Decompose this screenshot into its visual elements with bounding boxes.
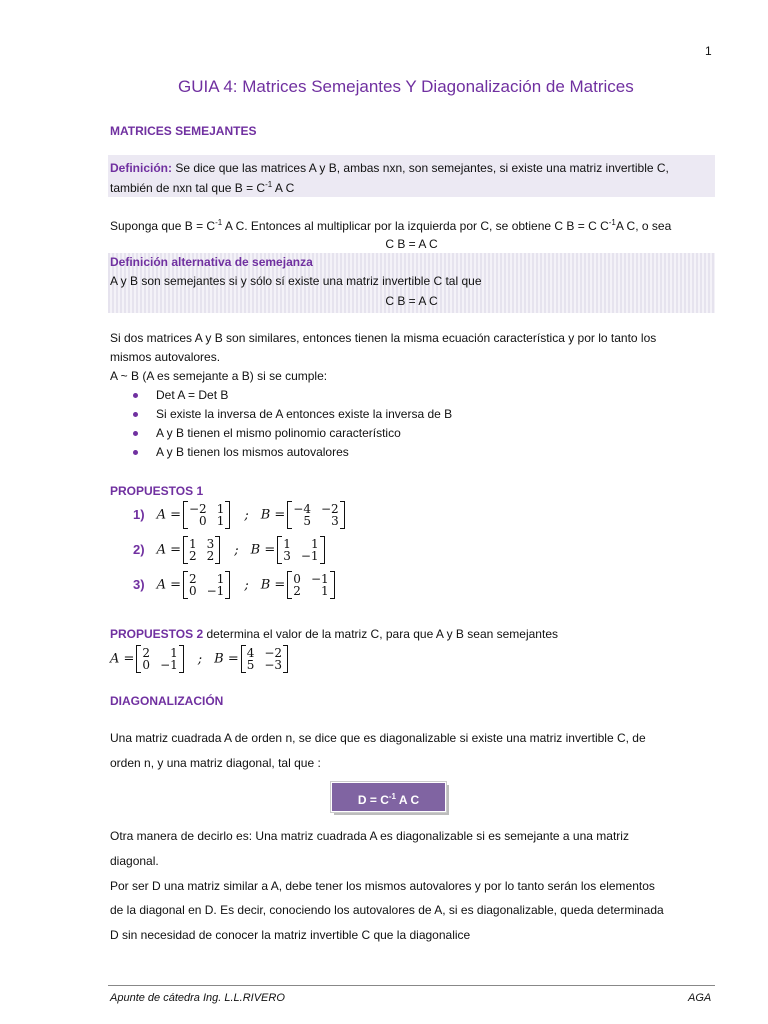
definition-label: Definición:	[110, 161, 172, 175]
superscript: -1	[215, 218, 223, 227]
page-title: GUIA 4: Matrices Semejantes Y Diagonalización de Matrices	[178, 77, 634, 96]
matrix-cell: 3	[283, 549, 291, 563]
superscript: -1	[265, 180, 273, 189]
bracket-right	[215, 536, 220, 564]
bracket-right	[225, 501, 230, 529]
matrix-cell: 1	[216, 572, 225, 586]
equation-label: B =	[214, 651, 239, 667]
matrix-cells	[292, 573, 329, 597]
bullet-icon	[133, 431, 138, 436]
formula-box	[331, 782, 446, 812]
similar-line1: Si dos matrices A y B son similares, entonces tienen la misma ecuación característica y por lo tanto los	[110, 331, 657, 345]
matrix	[183, 501, 230, 529]
text: A C. Entonces al multiplicar por la izquierda por C, se obtiene C B = C C	[222, 219, 609, 233]
equation-label: B =	[260, 577, 286, 593]
list-item: Det A = Det B	[156, 388, 229, 402]
definition-text: Se dice que las matrices A y B, ambas nxn, son semejantes, si existe una matriz invertible C,	[172, 161, 669, 175]
propuestos2-heading: PROPUESTOS 2	[110, 627, 204, 641]
matrix-cell: −2	[264, 646, 283, 660]
matrix-cell: 0	[142, 658, 151, 672]
separator: ;	[197, 651, 203, 667]
bracket-right	[179, 645, 184, 673]
exercise-item	[133, 571, 337, 599]
text: A C, o sea	[615, 219, 672, 233]
equation-cb-ac-2: C B = A C	[385, 294, 438, 308]
bullet-icon	[133, 393, 138, 398]
text: Suponga que B = C	[110, 219, 216, 233]
matrix-cell: −1	[300, 549, 319, 563]
equation-label: A =	[156, 542, 181, 558]
propuestos2-text: determina el valor de la matriz C, para que A y B sean semejantes	[203, 627, 558, 641]
separator: ;	[244, 577, 249, 593]
equation-cb-ac: C B = A C	[385, 237, 438, 251]
matrix-cell: 2	[188, 572, 197, 586]
matrix-cell: 2	[142, 646, 151, 660]
exercise-item	[133, 501, 347, 529]
propuestos2-line	[110, 627, 558, 641]
matrix-cell: 1	[188, 537, 197, 551]
footer-left: Apunte de cátedra Ing. L.L.RIVERO	[110, 992, 285, 1004]
matrix-cells	[188, 503, 225, 527]
alternative-definition-label: Definición alternativa de semejanza	[110, 255, 313, 269]
matrix	[241, 645, 288, 673]
definition-line2	[110, 180, 294, 195]
text: A C	[272, 181, 295, 195]
matrix-cell: −1	[160, 658, 178, 672]
matrix	[183, 571, 230, 599]
matrix-cells	[292, 503, 339, 527]
list-item: Si existe la inversa de A entonces existe la inversa de B	[156, 407, 453, 421]
item-number: 3)	[133, 576, 145, 592]
matrix-cell: 1	[321, 584, 329, 598]
matrix-cell: 0	[199, 514, 207, 528]
matrix-cell: 5	[303, 514, 311, 528]
similar-line2: mismos autovalores.	[110, 350, 221, 364]
matrix-cell: −2	[188, 502, 207, 516]
matrix-cells	[188, 573, 225, 597]
separator: ;	[234, 542, 239, 558]
matrix-cell: −2	[321, 502, 339, 516]
diag-paragraph2-line2: diagonal.	[110, 854, 159, 868]
diag-paragraph2-line1: Otra manera de decirlo es: Una matriz cuadrada A es diagonalizable si es semejante a una matriz	[110, 829, 629, 843]
matrix	[277, 536, 324, 564]
equation-label: B =	[250, 542, 276, 558]
text: también de nxn tal que B = C	[110, 181, 266, 195]
matrix-cell: 3	[331, 514, 339, 528]
matrix-cell: 1	[216, 514, 225, 528]
list-item: A y B tienen los mismos autovalores	[156, 445, 349, 459]
separator: ;	[244, 507, 249, 523]
equation-label: A =	[110, 651, 135, 667]
bracket-right	[225, 571, 230, 599]
diag-paragraph3-line1: Por ser D una matriz similar a A, debe tener los mismos autovalores y por lo tanto serán los elementos	[110, 879, 655, 893]
list-item: A y B tienen el mismo polinomio característico	[156, 426, 401, 440]
matrix-cell: −1	[206, 584, 225, 598]
superscript: -1	[388, 792, 397, 801]
suponga-paragraph	[110, 218, 671, 233]
footer-right: AGA	[688, 992, 712, 1004]
matrix-cell: 1	[216, 502, 225, 516]
text: D = C	[357, 793, 389, 807]
matrix-cell: 0	[188, 584, 197, 598]
matrix-cell: 0	[293, 572, 301, 586]
similar-line3: A ~ B (A es semejante a B) si se cumple:	[110, 369, 328, 383]
matrix-cells	[246, 647, 283, 671]
matrix-cell: 2	[206, 549, 215, 563]
item-number: 1)	[133, 506, 145, 522]
superscript: -1	[608, 218, 616, 227]
bracket-right	[283, 645, 288, 673]
diag-paragraph1-line1: Una matriz cuadrada A de orden n, se dice que es diagonalizable si existe una matriz invertible C, de	[110, 731, 646, 745]
matrix-cell: 2	[188, 549, 197, 563]
matrix-cell: 2	[293, 584, 301, 598]
equation-label: B =	[260, 507, 286, 523]
matrix-cell: 4	[246, 646, 255, 660]
matrix-cell: 3	[206, 537, 215, 551]
text: A C	[396, 793, 420, 807]
matrix-cell: −4	[293, 502, 311, 516]
matrix-cell: 1	[170, 646, 178, 660]
propuestos2-matrices	[110, 645, 290, 673]
definition-line1	[110, 161, 669, 175]
item-number: 2)	[133, 541, 145, 557]
footer-divider	[108, 985, 715, 986]
matrix-cell: 1	[310, 537, 319, 551]
alternative-definition-text: A y B son semejantes si y sólo sí existe una matriz invertible C tal que	[110, 274, 482, 288]
matrix-cells	[141, 647, 178, 671]
bracket-right	[330, 571, 335, 599]
matrix	[287, 501, 344, 529]
matrix	[287, 571, 334, 599]
diag-paragraph3-line2: de la diagonal en D. Es decir, conociendo los autovalores de A, si es diagonalizable, queda determinada	[110, 903, 664, 917]
section-heading-matrices-semejantes: MATRICES SEMEJANTES	[110, 124, 257, 138]
matrix-cell: 1	[283, 537, 291, 551]
matrix-cell: 5	[246, 658, 255, 672]
matrix-cells	[282, 538, 319, 562]
matrix-cell: −1	[310, 572, 329, 586]
matrix-cells	[188, 538, 215, 562]
equation-label: A =	[156, 507, 181, 523]
section-heading-diagonalizacion: DIAGONALIZACIÓN	[110, 694, 224, 708]
bracket-right	[340, 501, 345, 529]
matrix	[183, 536, 220, 564]
propuestos1-heading: PROPUESTOS 1	[110, 484, 204, 498]
diag-paragraph1-line2: orden n, y una matriz diagonal, tal que :	[110, 756, 321, 770]
matrix-cell: −3	[264, 658, 283, 672]
diag-paragraph3-line3: D sin necesidad de conocer la matriz invertible C que la diagonalice	[110, 928, 471, 942]
page-number: 1	[705, 44, 712, 58]
bullet-icon	[133, 412, 138, 417]
bracket-right	[320, 536, 325, 564]
exercise-item	[133, 536, 327, 564]
matrix	[136, 645, 183, 673]
bullet-icon	[133, 450, 138, 455]
equation-label: A =	[156, 577, 181, 593]
